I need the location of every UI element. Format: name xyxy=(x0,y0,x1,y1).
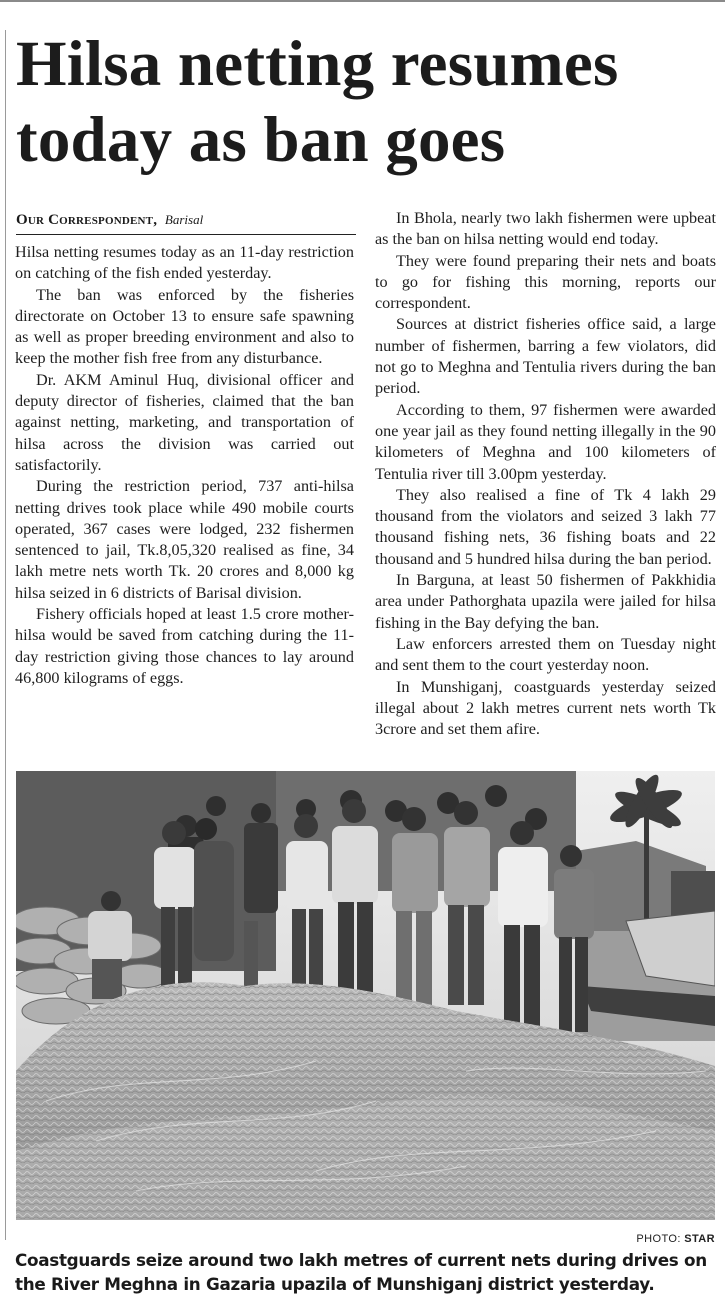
paragraph: Law enforcers arrested them on Tuesday night and sent them to the court yesterday noon. xyxy=(375,634,716,675)
photo-caption: Coastguards seize around two lakh metres of current nets during drives on the River Meghna in Gazaria upazila of Munshiganj district yesterday. xyxy=(15,1250,707,1294)
paragraph: In Barguna, at least 50 fishermen of Pakkhidia area under Pathorghata upazila were jailed for hilsa fishing in the Bay defying the ban. xyxy=(375,571,716,632)
paragraph: Hilsa netting resumes today as an 11-day restriction on catching of the fish ended yesterday. xyxy=(15,243,354,283)
byline-author: Our Correspondent, xyxy=(16,212,158,228)
photo-credit-label: PHOTO: xyxy=(636,1233,681,1245)
paragraph: They were found preparing their nets and boats to go for fishing this morning, reports our correspondent. xyxy=(375,251,716,313)
news-photo xyxy=(16,771,715,1220)
column-rule xyxy=(5,30,6,1240)
paragraph: The ban was enforced by the fisheries directorate on October 13 to ensure safe spawning as well as proper breeding environment and also to keep the mother fish free from any disturbance. xyxy=(15,285,354,368)
paragraph: Sources at district fisheries office said, a large number of fishermen, barring a few violators, did not go to Meghna and Tentulia rivers during the ban period. xyxy=(375,315,716,398)
byline xyxy=(16,211,356,235)
paragraph: In Munshiganj, coastguards yesterday seized illegal about 2 lakh metres current nets worth Tk 3crore and set them afire. xyxy=(375,677,716,739)
article-column-left xyxy=(15,242,354,689)
top-rule xyxy=(0,0,725,2)
paragraph: Dr. AKM Aminul Huq, divisional officer and deputy director of fisheries, claimed that the ban against netting, marketing, and transportation of hilsa across the division was carried out satisfactorily. xyxy=(15,370,354,474)
byline-place: Barisal xyxy=(164,212,204,227)
photo-credit-source: STAR xyxy=(684,1233,715,1245)
paragraph: In Bhola, nearly two lakh fishermen were upbeat as the ban on hilsa netting would end today. xyxy=(375,209,716,249)
article-column-right xyxy=(375,208,716,740)
photo-credit xyxy=(636,1233,715,1245)
paragraph: During the restriction period, 737 anti-hilsa netting drives took place while 490 mobile courts operated, 367 cases were lodged, 232 fishermen sentenced to jail, Tk.8,05,320 realised as fine, 34 lakh metre nets worth Tk. 20 crores and 8,000 kg hilsa seized in 6 districts of Barisal division. xyxy=(15,477,354,602)
paragraph: According to them, 97 fishermen were awarded one year jail as they found netting illegally in the 90 kilometers of Meghna and 100 kilometers of Tentulia river till 3.00pm yesterday. xyxy=(375,400,716,483)
paragraph: They also realised a fine of Tk 4 lakh 29 thousand from the violators and seized 3 lakh 77 thousand fishing nets, 36 fishing boats and 22 thousand and 5 hundred hilsa during the ban period. xyxy=(375,485,716,568)
paragraph: Fishery officials hoped at least 1.5 crore mother-hilsa would be saved from catching during the 11-day restriction giving those chances to lay around 46,800 kilograms of eggs. xyxy=(15,605,354,687)
headline: Hilsa netting resumes today as ban goes xyxy=(16,28,619,176)
